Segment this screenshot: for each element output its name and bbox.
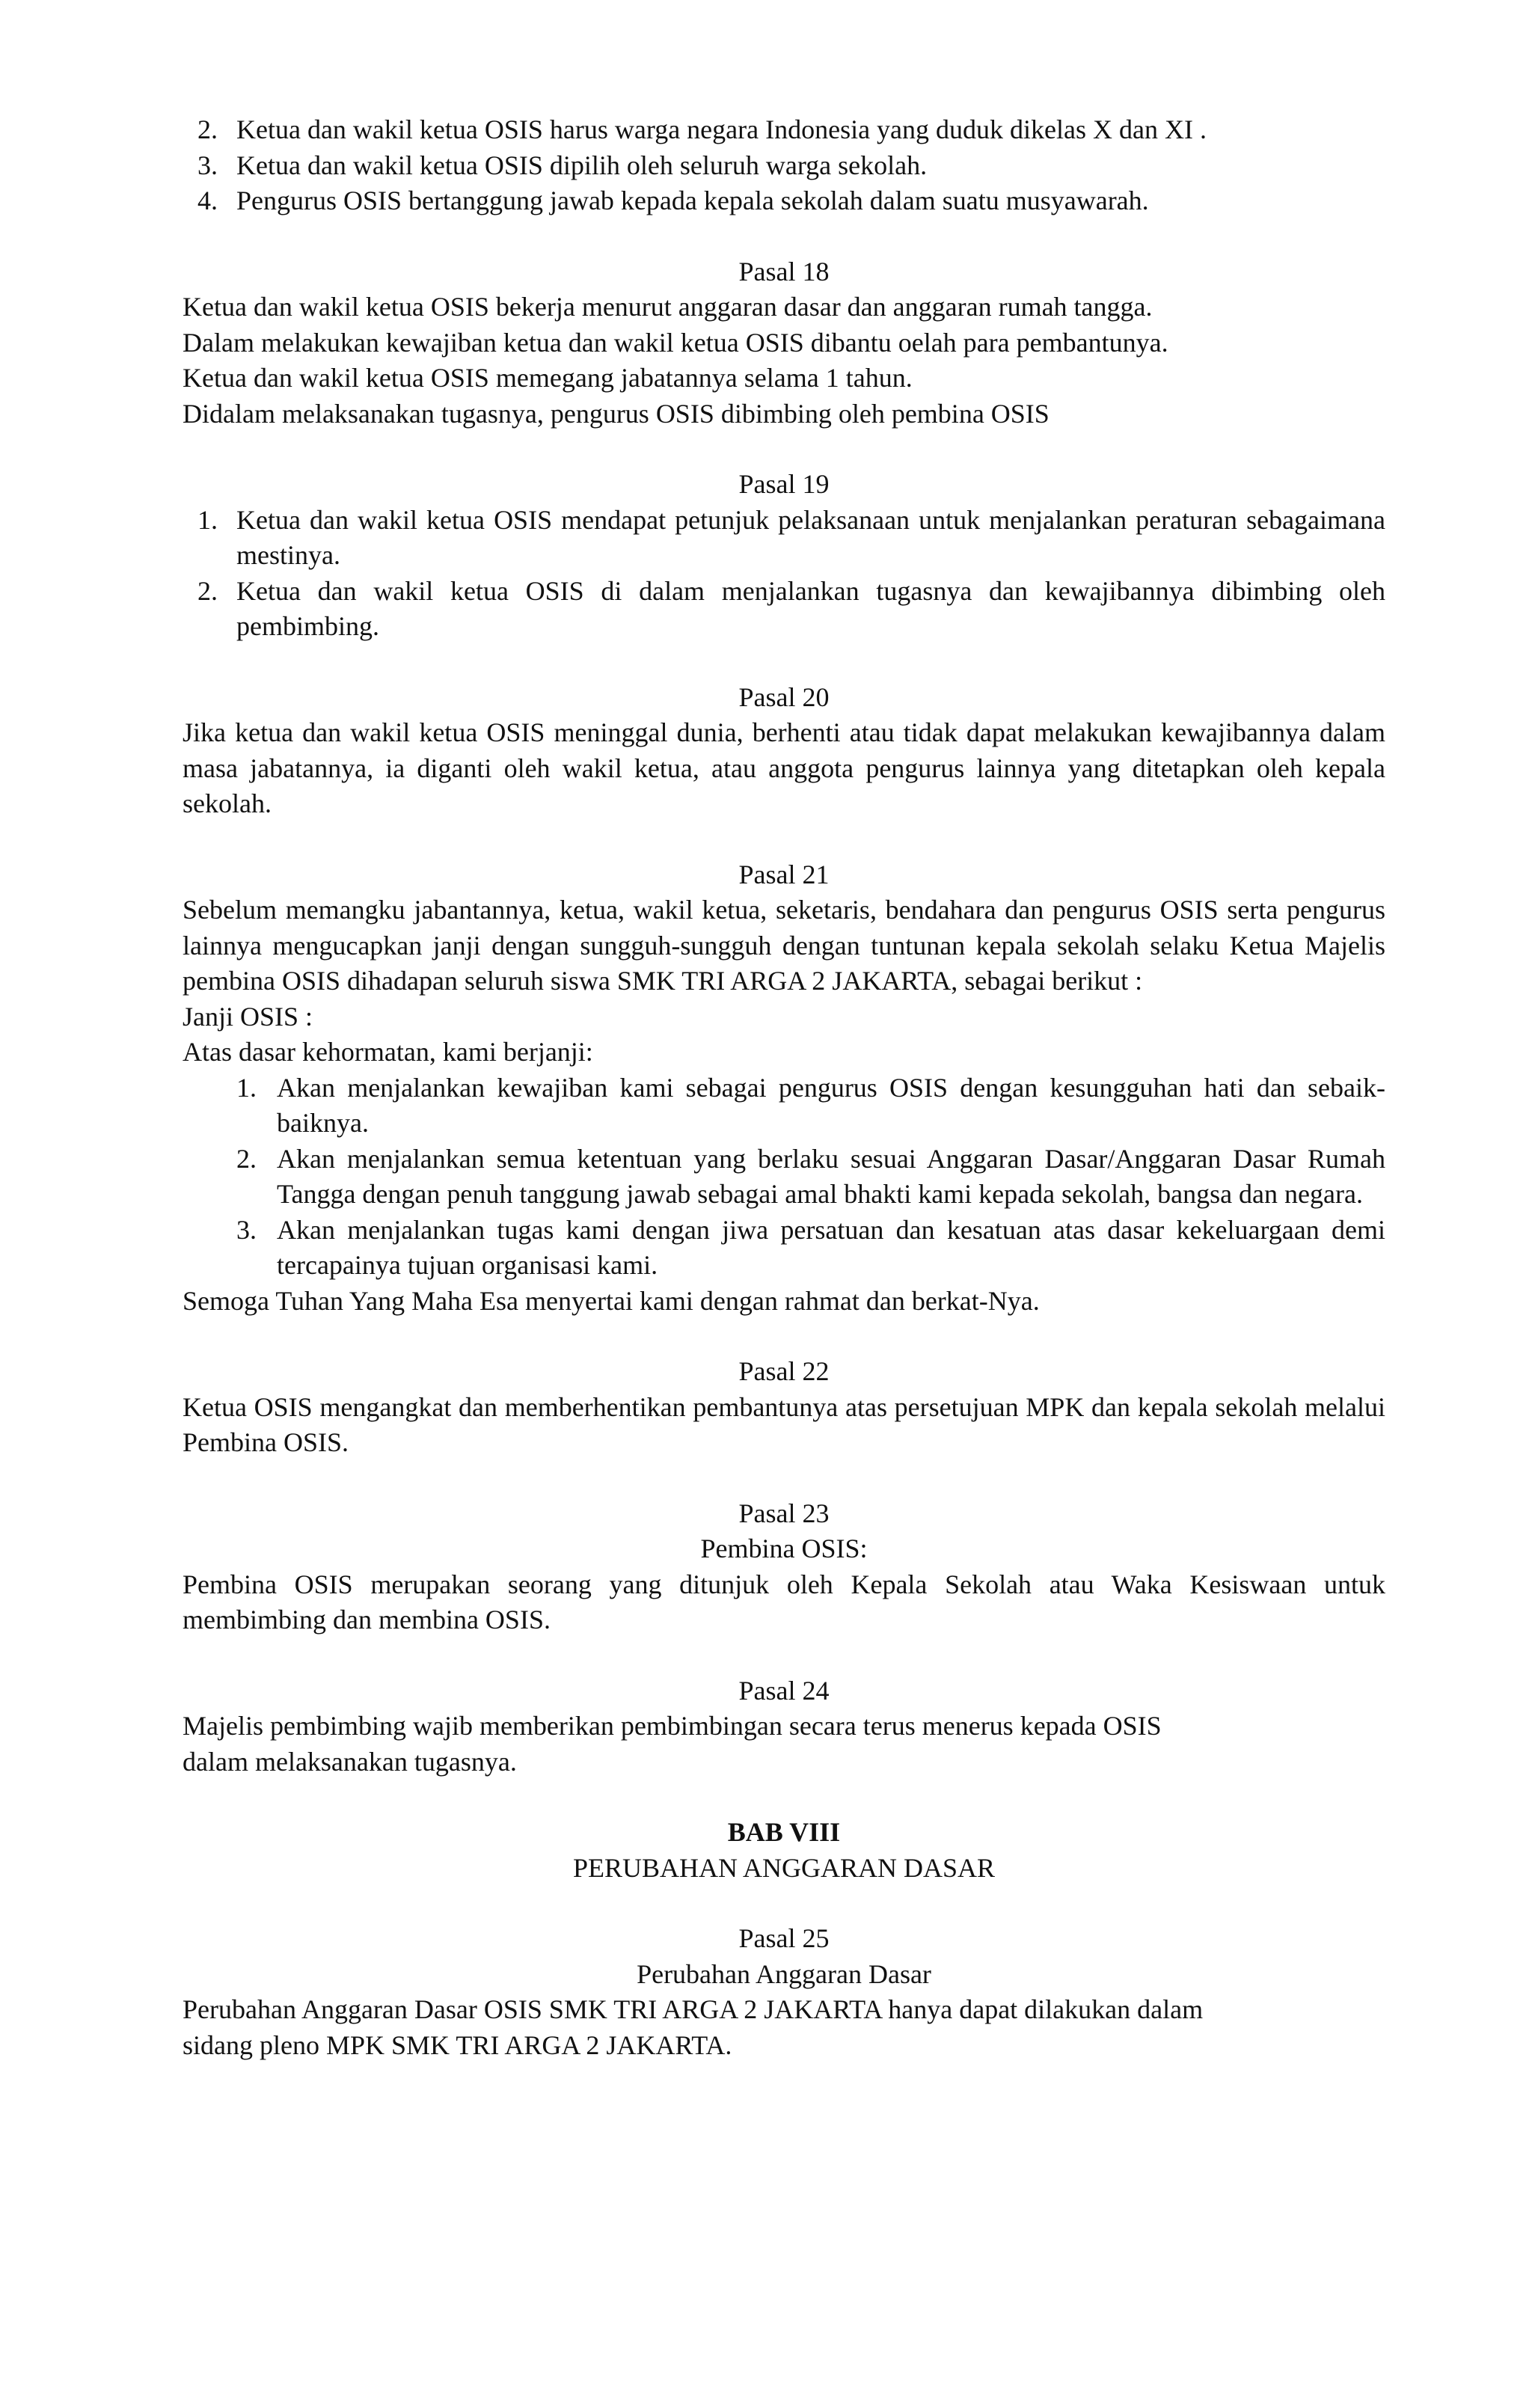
pasal-18-line: Ketua dan wakil ketua OSIS bekerja menurut anggaran dasar dan anggaran rumah tangga. xyxy=(183,292,1153,322)
pasal-20-text: Jika ketua dan wakil ketua OSIS meninggal dunia, berhenti atau tidak dapat melakukan kewajibannya dalam masa jabatannya, ia diganti oleh wakil ketua, atau anggota pengurus lainnya yang ditetapkan oleh kepala sekolah. xyxy=(183,717,1385,818)
bab-subtitle: PERUBAHAN ANGGARAN DASAR xyxy=(572,1852,996,1883)
pasal-21-title: Pasal 21 xyxy=(738,859,830,889)
pasal-20-title: Pasal 20 xyxy=(738,681,830,712)
pasal-18-line: Didalam melaksanakan tugasnya, pengurus OSIS dibimbing oleh pembina OSIS xyxy=(183,398,1050,429)
bab-title: BAB VIII xyxy=(727,1817,841,1847)
janji-label: Janji OSIS : xyxy=(183,1001,313,1032)
list-item: 1. Ketua dan wakil ketua OSIS mendapat petunjuk pelaksanaan untuk menjalankan peraturan sebagaimana mestinya. xyxy=(197,504,1385,570)
pasal-19-list xyxy=(183,503,1385,645)
pasal-24-line: Majelis pembimbing wajib memberikan pembimbingan secara terus menerus kepada OSIS xyxy=(183,1711,1162,1741)
list-item: 2. Akan menjalankan semua ketentuan yang berlaku sesuai Anggaran Dasar/Anggaran Dasar Rumah Tangga dengan penuh tanggung jawab sebagai amal bhakti kami kepada sekolah, bangsa dan negara. xyxy=(236,1143,1385,1209)
pasal-23-subtitle: Pembina OSIS: xyxy=(700,1534,868,1563)
pasal-25-line: Perubahan Anggaran Dasar OSIS SMK TRI ARGA 2 JAKARTA hanya dapat dilakukan dalam xyxy=(183,1994,1204,2024)
pasal-25-title: Pasal 25 xyxy=(738,1923,830,1953)
pasal-24-title: Pasal 24 xyxy=(738,1675,830,1706)
pasal-18-title: Pasal 18 xyxy=(738,256,830,287)
pasal-23-title: Pasal 23 xyxy=(738,1498,830,1528)
janji-intro: Atas dasar kehormatan, kami berjanji: xyxy=(183,1037,593,1067)
pasal-22-title: Pasal 22 xyxy=(738,1356,830,1386)
janji-closing: Semoga Tuhan Yang Maha Esa menyertai kami dengan rahmat dan berkat-Nya. xyxy=(183,1285,1040,1316)
pasal-25-subtitle: Perubahan Anggaran Dasar xyxy=(637,1958,931,1989)
janji-list xyxy=(183,1070,1385,1284)
list-item: 3. Akan menjalankan tugas kami dengan jiwa persatuan dan kesatuan atas dasar kekeluargaan demi tercapainya tujuan organisasi kami. xyxy=(236,1214,1385,1280)
pasal-18-line: Dalam melakukan kewajiban ketua dan wakil ketua OSIS dibantu oelah para pembantunya. xyxy=(183,327,1168,358)
continued-list xyxy=(183,112,1385,219)
document-page xyxy=(183,112,1385,2063)
list-item: 1. Akan menjalankan kewajiban kami sebagai pengurus OSIS dengan kesungguhan hati dan sebaik-baiknya. xyxy=(236,1072,1385,1138)
list-item: 4. Pengurus OSIS bertanggung jawab kepada kepala sekolah dalam suatu musyawarah. xyxy=(197,186,1149,215)
pasal-19-title: Pasal 19 xyxy=(738,469,830,499)
pasal-25-line: sidang pleno MPK SMK TRI ARGA 2 JAKARTA. xyxy=(183,2029,732,2060)
list-item: 2. Ketua dan wakil ketua OSIS di dalam menjalankan tugasnya dan kewajibannya dibimbing oleh pembimbing. xyxy=(197,575,1385,641)
pasal-23-text: Pembina OSIS merupakan seorang yang ditunjuk oleh Kepala Sekolah atau Waka Kesiswaan untuk membimbing dan membina OSIS. xyxy=(183,1569,1385,1635)
list-item: 3. Ketua dan wakil ketua OSIS dipilih oleh seluruh warga sekolah. xyxy=(197,150,928,180)
pasal-21-text: Sebelum memangku jabantannya, ketua, wakil ketua, seketaris, bendahara dan pengurus OSIS serta pengurus lainnya mengucapkan janji dengan sungguh-sungguh dengan tuntunan kepala sekolah selaku Ketua Majelis pembina OSIS dihadapan seluruh siswa SMK TRI ARGA 2 JAKARTA, sebagai berikut : xyxy=(183,895,1385,996)
list-item: 2. Ketua dan wakil ketua OSIS harus warga negara Indonesia yang duduk dikelas X dan XI . xyxy=(197,114,1207,144)
pasal-18-line: Ketua dan wakil ketua OSIS memegang jabatannya selama 1 tahun. xyxy=(183,363,913,393)
pasal-22-text: Ketua OSIS mengangkat dan memberhentikan pembantunya atas persetujuan MPK dan kepala sekolah melalui Pembina OSIS. xyxy=(183,1391,1385,1457)
pasal-24-line: dalam melaksanakan tugasnya. xyxy=(183,1746,517,1777)
